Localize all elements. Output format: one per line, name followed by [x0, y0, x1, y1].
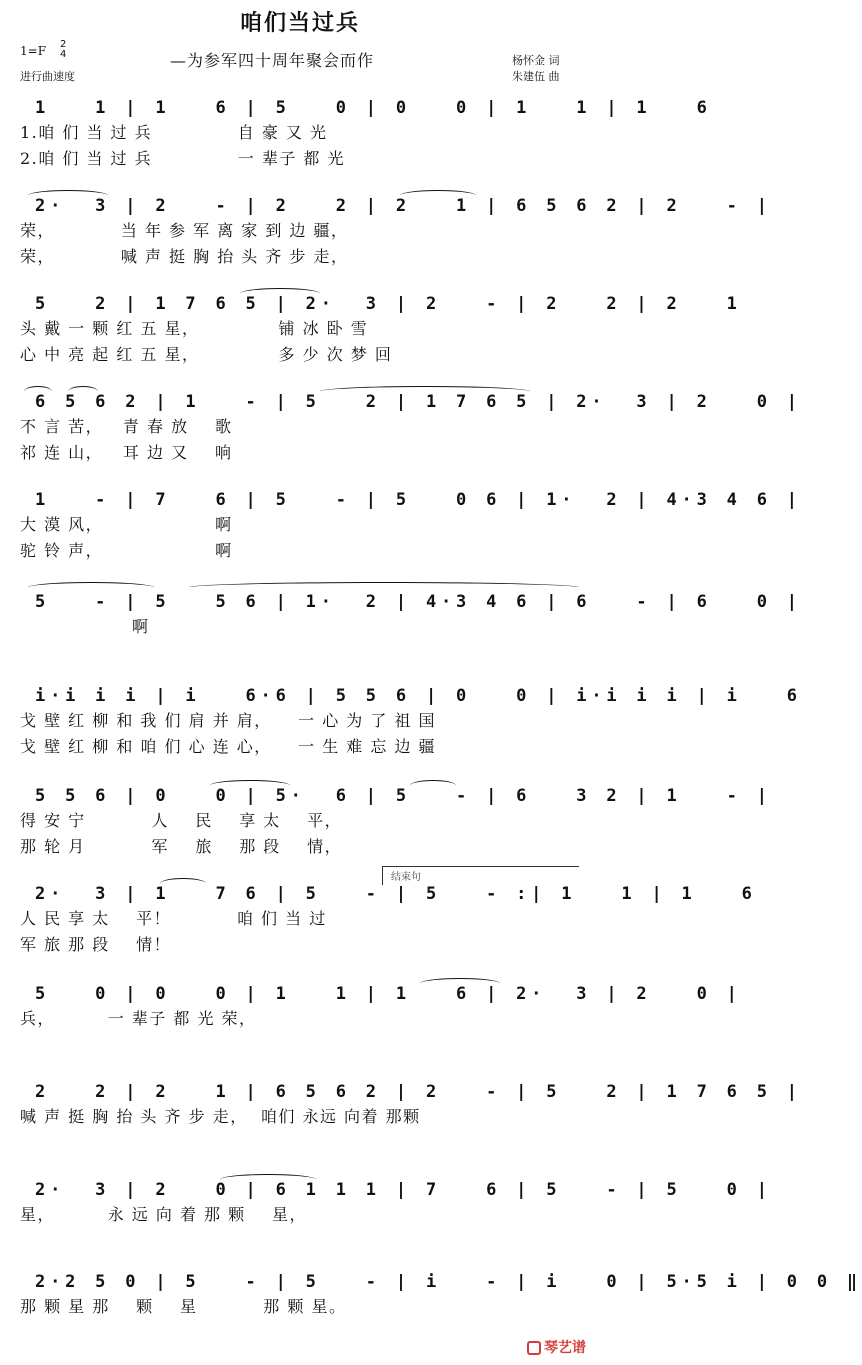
score-system	[20, 490, 802, 564]
score-system	[20, 196, 772, 270]
lyric-verse-1: 不 言 苦， 青 春 放 歌	[20, 417, 233, 436]
slur-mark	[400, 190, 476, 201]
lyric-verse-1: 1.咱 们 当 过 兵 自 豪 又 光	[20, 123, 328, 142]
notation-line: 2· 3 | 1 7 6 | 5 - | 5 - :| 1 1 | 1 6	[20, 884, 757, 904]
score-system	[20, 1272, 862, 1320]
slur-mark	[68, 386, 98, 397]
watermark-text: 琴艺谱	[544, 1340, 586, 1356]
score-system	[20, 98, 712, 172]
watermark-logo	[527, 1337, 586, 1357]
slur-mark	[320, 386, 530, 397]
lyric-verse-2: 那 轮 月 军 旅 那 段 情，	[20, 837, 343, 856]
score-system	[20, 686, 802, 760]
slur-mark	[188, 582, 580, 593]
score-system	[20, 1180, 772, 1228]
ending-bracket	[382, 866, 579, 885]
score-system	[20, 392, 802, 466]
score-system	[20, 984, 742, 1032]
lyric-verse-1: 啊	[20, 617, 150, 636]
lyric-verse-2: 戈 壁 红 柳 和 咱 们 心 连 心， 一 生 难 忘 边 疆	[20, 737, 437, 756]
composer-credit: 朱建伍 曲	[512, 70, 560, 83]
lyric-verse-1: 戈 壁 红 柳 和 我 们 肩 并 肩， 一 心 为 了 祖 国	[20, 711, 437, 730]
slur-mark	[410, 780, 456, 791]
slur-mark	[160, 878, 206, 889]
lyric-verse-1: 大 漠 风， 啊	[20, 515, 233, 534]
notation-line: 6 5 6 2 | 1 - | 5 2 | 1 7 6 5 | 2· 3 | 2 0 |	[20, 392, 802, 412]
score-system	[20, 786, 772, 860]
notation-line: 1 - | 7 6 | 5 - | 5 0 6 | 1· 2 | 4·3 4 6 |	[20, 490, 802, 510]
slur-mark	[210, 780, 290, 791]
slur-mark	[420, 978, 500, 989]
lyric-verse-1: 头 戴 一 颗 红 五 星， 铺 冰 卧 雪	[20, 319, 369, 338]
notation-line: 2· 3 | 2 0 | 6 1 1 1 | 7 6 | 5 - | 5 0 |	[20, 1180, 772, 1200]
lyric-verse-2: 心 中 亮 起 红 五 星， 多 少 次 梦 回	[20, 345, 393, 364]
notation-line: 5 - | 5 5 6 | 1· 2 | 4·3 4 6 | 6 - | 6 0 |	[20, 592, 802, 612]
notation-line: 1 1 | 1 6 | 5 0 | 0 0 | 1 1 | 1 6	[20, 98, 712, 118]
lyric-verse-1: 喊 声 挺 胸 抬 头 齐 步 走， 咱们 永远 向着 那颗	[20, 1107, 421, 1126]
notation-line: 5 2 | 1 7 6 5 | 2· 3 | 2 - | 2 2 | 2 1	[20, 294, 742, 314]
song-subtitle: —为参军四十周年聚会而作	[170, 51, 375, 70]
notation-line: i·i i i | i 6·6 | 5 5 6 | 0 0 | i·i i i | i 6	[20, 686, 802, 706]
notation-line: 2 2 | 2 1 | 6 5 6 2 | 2 - | 5 2 | 1 7 6 5 |	[20, 1082, 802, 1102]
song-title: 咱们当过兵	[239, 11, 360, 36]
tempo-marking: 进行曲速度	[20, 70, 75, 83]
lyric-verse-2: 驼 铃 声， 啊	[20, 541, 233, 560]
time-signature-bottom: 4	[60, 49, 67, 60]
lyric-verse-1: 那 颗 星 那 颗 星 那 颗 星。	[20, 1297, 347, 1316]
notation-line: 5 5 6 | 0 0 | 5· 6 | 5 - | 6 3 2 | 1 - |	[20, 786, 772, 806]
time-signature-top: 2	[60, 39, 67, 50]
lyric-verse-1: 得 安 宁 人 民 享 太 平，	[20, 811, 343, 830]
ending-label: 结束句	[391, 872, 421, 883]
lyric-verse-2: 2.咱 们 当 过 兵 一 辈子 都 光	[20, 149, 345, 168]
notation-line: 2·2 5 0 | 5 - | 5 - | i - | i 0 | 5·5 i | 0 0 ‖	[20, 1272, 862, 1292]
lyric-verse-2: 军 旅 那 段 情！	[20, 935, 172, 954]
time-signature	[60, 40, 66, 60]
slur-mark	[240, 288, 320, 299]
logo-icon	[527, 1341, 541, 1355]
lyric-verse-2: 荣， 喊 声 挺 胸 抬 头 齐 步 走，	[20, 247, 349, 266]
slur-mark	[24, 386, 52, 397]
lyric-verse-1: 人 民 享 太 平！ 咱 们 当 过	[20, 909, 327, 928]
lyric-verse-1: 星， 永 远 向 着 那 颗 星，	[20, 1205, 307, 1224]
score-system	[20, 294, 742, 368]
slur-mark	[220, 1174, 316, 1185]
notation-line: 2· 3 | 2 - | 2 2 | 2 1 | 6 5 6 2 | 2 - |	[20, 196, 772, 216]
notation-line: 5 0 | 0 0 | 1 1 | 1 6 | 2· 3 | 2 0 |	[20, 984, 742, 1004]
lyricist-credit: 杨怀金 词	[512, 54, 560, 67]
lyric-verse-1: 兵， 一 辈子 都 光 荣，	[20, 1009, 257, 1028]
score-system	[20, 884, 757, 958]
score-system	[20, 592, 802, 666]
slur-mark	[28, 582, 154, 593]
key-signature: 1=F	[20, 44, 47, 58]
slur-mark	[28, 190, 108, 201]
lyric-verse-2	[20, 640, 580, 666]
lyric-verse-1: 荣， 当 年 参 军 离 家 到 边 疆，	[20, 221, 349, 240]
lyric-verse-2: 祁 连 山， 耳 边 又 响	[20, 443, 233, 462]
score-system	[20, 1082, 802, 1130]
